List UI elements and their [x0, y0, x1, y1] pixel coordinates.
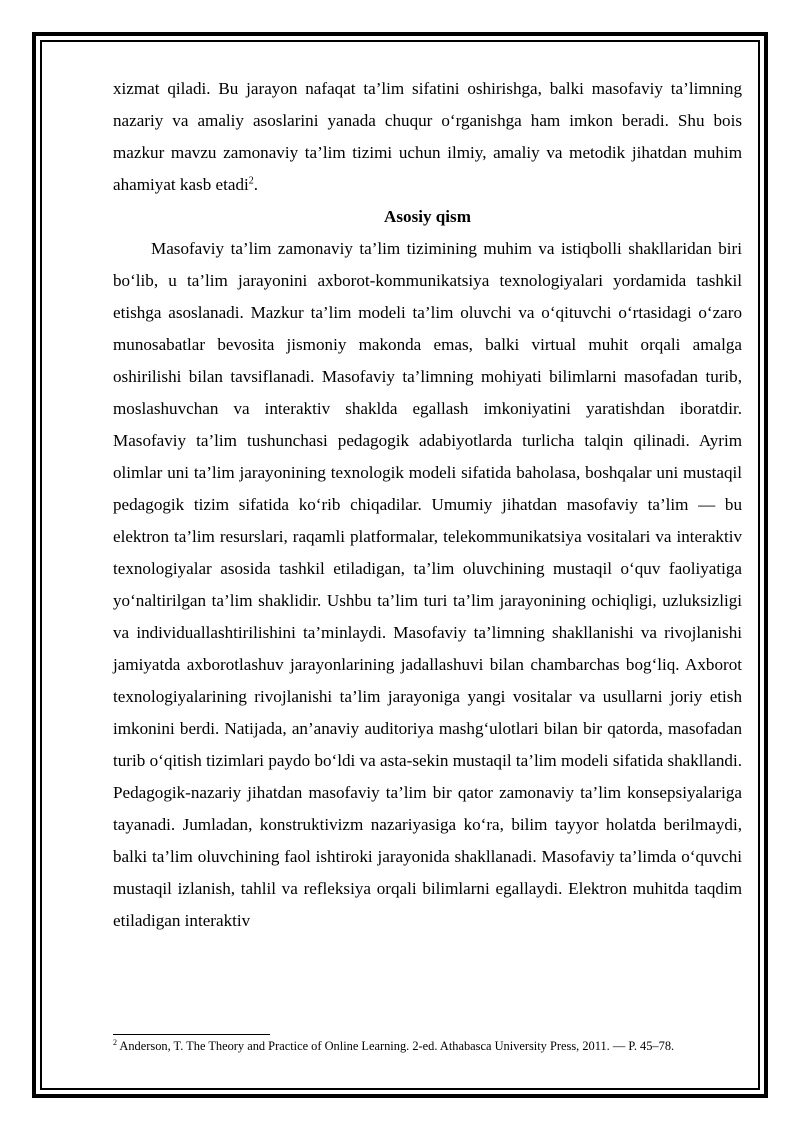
continued-paragraph-end: . [253, 175, 259, 194]
footnote-text: Anderson, T. The Theory and Practice of Online Learning. 2-ed. Athabasca University Press, 2011. — P. 45–78. [117, 1039, 675, 1053]
main-paragraph: Masofaviy ta’lim zamonaviy ta’lim tizimining muhim va istiqbolli shakllaridan biri bo‘lib, u ta’lim jarayonini axborot-kommunikatsiya texnologiyalari yordamida tashkil etishga asoslanadi. Mazkur ta’lim modeli ta’lim oluvchi va o‘qituvchi o‘rtasidagi o‘zaro munosabatlar bevosita jismoniy makonda emas, balki virtual muhit orqali amalga oshirilishi bilan tavsiflanadi. Masofaviy ta’limning mohiyati bilimlarni masofadan turib, moslashuvchan va interaktiv shaklda egallash imkoniyatini yaratishdan iboratdir. Masofaviy ta’lim tushunchasi pedagogik adabiyotlarda turlicha talqin qilinadi. Ayrim olimlar uni ta’lim jarayonining texnologik modeli sifatida baholasa, boshqalar uni mustaqil pedagogik tizim sifatida ko‘rib chiqadilar. Umumiy jihatdan masofaviy ta’lim — bu elektron ta’lim resurslari, raqamli platformalar, telekommunikatsiya vositalari va interaktiv texnologiyalar asosida tashkil etiladigan, ta’lim oluvchining mustaqil o‘quv faoliyatiga yo‘naltirilgan ta’lim shaklidir. Ushbu ta’lim turi ta’lim jarayonining ochiqligi, uzluksizligi va individuallashtirilishini ta’minlaydi. Masofaviy ta’limning shakllanishi va rivojlanishi jamiyatda axborotlashuv jarayonlarining jadallashuvi bilan chambarchas bog‘liq. Axborot texnologiyalarining rivojlanishi ta’lim jarayoniga yangi vositalar va usullarni joriy etish imkonini berdi. Natijada, an’anaviy auditoriya mashg‘ulotlari bilan bir qatorda, masofadan turib o‘qitish tizimlari paydo bo‘ldi va asta-sekin mustaqil ta’lim modeli sifatida shakllandi. Pedagogik-nazariy jihatdan masofaviy ta’lim bir qator zamonaviy ta’lim konsepsiyalariga tayanadi. Jumladan, konstruktivizm nazariyasiga ko‘ra, bilim tayyor holatda berilmaydi, balki ta’lim oluvchining faol ishtiroki jarayonida shakllanadi. Masofaviy ta’limda o‘quvchi mustaqil izlanish, tahlil va refleksiya orqali bilimlarni egallaydi. Elektron muhitda taqdim etiladigan interaktiv [113, 239, 742, 930]
footnote-reference: 2 [248, 175, 254, 187]
page-body [113, 73, 742, 937]
footnote [113, 1038, 753, 1054]
footnote-number: 2 [113, 1037, 117, 1047]
footnote-separator [113, 1034, 270, 1035]
continued-paragraph [113, 73, 742, 201]
section-heading: Asosiy qism [384, 207, 471, 226]
continued-paragraph-text: xizmat qiladi. Bu jarayon nafaqat ta’lim sifatini oshirishga, balki masofaviy ta’limning nazariy va amaliy asoslarini yanada chuqur o‘rganishga ham imkon beradi. Shu bois mazkur mavzu zamonaviy ta’lim tizimi uchun ilmiy, amaliy va metodik jihatdan muhim ahamiyat kasb etadi [113, 79, 742, 194]
